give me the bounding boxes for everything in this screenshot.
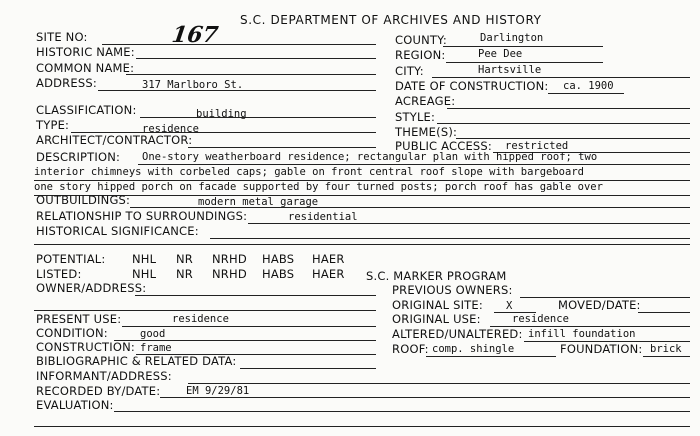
description-line-1: One-story weatherboard residence; rectangular plan with hipped roof; two (142, 151, 598, 163)
themes-label: THEME(S): (395, 125, 458, 139)
present-use-label: PRESENT USE: (36, 312, 122, 326)
county-label: COUNTY: (395, 33, 447, 47)
condition-label: CONDITION: (36, 326, 108, 340)
description-rule-3 (34, 195, 690, 196)
site-no-value: 167 (170, 22, 220, 48)
owner-line-1 (135, 295, 376, 296)
owner-line-2 (34, 310, 376, 311)
potential-nrhd: NRHD (212, 252, 247, 266)
relationship-value: residential (288, 211, 358, 223)
construction-label: CONSTRUCTION: (36, 340, 135, 354)
acreage-label: ACREAGE: (395, 94, 456, 108)
foundation-value: brick (650, 343, 682, 355)
moved-date-label: MOVED/DATE: (558, 298, 641, 312)
public-access-label: PUBLIC ACCESS: (395, 139, 492, 153)
address-label: ADDRESS: (36, 76, 97, 90)
classification-value: building (196, 108, 247, 120)
potential-label: POTENTIAL: (36, 252, 106, 266)
condition-value: good (140, 328, 166, 340)
roof-label: ROOF: (392, 342, 429, 356)
listed-haer: HAER (312, 267, 345, 281)
significance-line-1 (210, 238, 690, 239)
informant-label: INFORMANT/ADDRESS: (36, 369, 172, 383)
informant-line (188, 383, 690, 384)
form-title: S.C. DEPARTMENT OF ARCHIVES AND HISTORY (240, 13, 542, 27)
region-line (446, 62, 603, 63)
architect-label: ARCHITECT/CONTRACTOR: (36, 133, 193, 147)
style-line (437, 123, 690, 124)
date-value: ca. 1900 (563, 80, 614, 92)
type-label: TYPE: (36, 118, 70, 132)
owner-label: OWNER/ADDRESS: (36, 281, 147, 295)
original-use-label: ORIGINAL USE: (392, 312, 481, 326)
architect-line (188, 147, 376, 148)
original-use-value: residence (512, 313, 569, 325)
historic-name-line (136, 58, 376, 59)
region-value: Pee Dee (478, 48, 523, 60)
date-label: DATE OF CONSTRUCTION: (395, 79, 549, 93)
public-access-value: restricted (505, 140, 569, 152)
present-use-value: residence (172, 313, 229, 325)
bibliographic-label: BIBLIOGRAPHIC & RELATED DATA: (36, 354, 237, 368)
outbuildings-value: modern metal garage (198, 196, 319, 208)
city-label: CITY: (395, 64, 424, 78)
type-value: residence (142, 123, 199, 135)
roof-line (426, 356, 556, 357)
listed-nr: NR (176, 267, 193, 281)
bibliographic-line (240, 368, 376, 369)
acreage-line (447, 108, 690, 109)
description-line-3: one story hipped porch on facade supported by four turned posts; porch roof has gable over (34, 181, 603, 193)
county-line (443, 46, 603, 47)
significance-line-2 (34, 244, 690, 245)
recorded-label: RECORDED BY/DATE: (36, 384, 161, 398)
foundation-label: FOUNDATION: (560, 342, 643, 356)
foundation-line (643, 356, 690, 357)
site-no-label: SITE NO: (36, 30, 88, 44)
listed-nhl: NHL (132, 267, 157, 281)
potential-haer: HAER (312, 252, 345, 266)
evaluation-line-2 (34, 426, 690, 427)
altered-label: ALTERED/UNALTERED: (392, 327, 523, 341)
common-name-line (126, 74, 376, 75)
listed-nrhd: NRHD (212, 267, 247, 281)
description-line-2: interior chimneys with corbeled caps; gable on front central roof slope with bargeboard (34, 166, 584, 178)
moved-date-line (638, 312, 690, 313)
marker-program-label: S.C. MARKER PROGRAM (366, 269, 507, 283)
common-name-label: COMMON NAME: (36, 61, 135, 75)
evaluation-label: EVALUATION: (36, 398, 114, 412)
address-value: 317 Marlboro St. (142, 79, 244, 91)
potential-nhl: NHL (132, 252, 157, 266)
city-value: Hartsville (478, 64, 542, 76)
description-rule-1 (138, 164, 690, 165)
description-label: DESCRIPTION: (36, 150, 121, 164)
relationship-label: RELATIONSHIP TO SURROUNDINGS: (36, 209, 248, 223)
present-use-line (122, 326, 376, 327)
previous-owners-label: PREVIOUS OWNERS: (392, 283, 513, 297)
significance-label: HISTORICAL SIGNIFICANCE: (36, 224, 199, 238)
altered-value: infill foundation (528, 328, 636, 340)
recorded-value: EM 9/29/81 (186, 385, 250, 397)
classification-label: CLASSIFICATION: (36, 103, 137, 117)
roof-value: comp. shingle (432, 343, 515, 355)
county-value: Darlington (480, 32, 544, 44)
original-site-value: X (506, 300, 513, 312)
potential-habs: HABS (262, 252, 295, 266)
listed-habs: HABS (262, 267, 295, 281)
historic-name-label: HISTORIC NAME: (36, 45, 135, 59)
site-no-line (102, 44, 376, 45)
construction-value: frame (140, 342, 172, 354)
classification-line (140, 117, 376, 118)
original-site-label: ORIGINAL SITE: (392, 298, 483, 312)
evaluation-line-1 (114, 411, 690, 412)
city-line (432, 77, 690, 78)
style-label: STYLE: (395, 110, 436, 124)
listed-label: LISTED: (36, 267, 82, 281)
potential-nr: NR (176, 252, 193, 266)
outbuildings-label: OUTBUILDINGS: (36, 193, 131, 207)
date-line (548, 93, 624, 94)
region-label: REGION: (395, 48, 446, 62)
